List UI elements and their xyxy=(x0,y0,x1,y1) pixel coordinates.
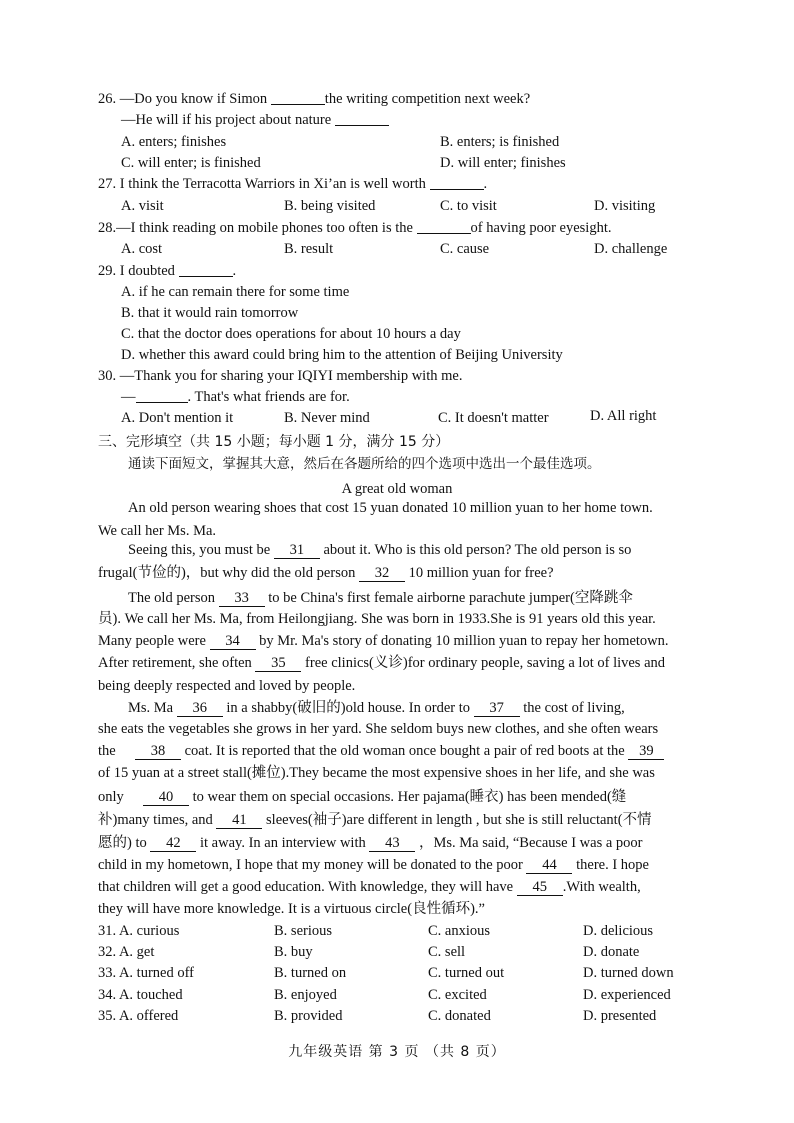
q29-stem-text: 29. I doubted xyxy=(98,263,175,279)
q28-answer-blank[interactable] xyxy=(417,219,471,234)
q30-option-d[interactable]: D. All right xyxy=(590,408,657,424)
p4-l3-b: coat. It is reported that the old woman once bought a pair of red boots at the xyxy=(184,743,625,759)
p3-l1-a: The old person xyxy=(128,590,215,606)
p2-l2-a: frugal(节俭的)，but why did the old person xyxy=(98,565,356,581)
p3-line5: being deeply respected and loved by people. xyxy=(98,678,356,694)
p4-line4: of 15 yuan at a street stall(摊位).They became the most expensive shoes in her life, and she was xyxy=(98,765,655,781)
q26-answer-blank[interactable] xyxy=(271,90,325,105)
blank-43[interactable]: 43 xyxy=(369,835,415,852)
q31-option-d[interactable]: D. delicious xyxy=(583,923,654,939)
q26-option-b[interactable]: B. enters; is finished xyxy=(440,134,560,150)
p4-line10: they will have more knowledge. It is a virtuous circle(良性循环).” xyxy=(98,901,485,917)
q27-option-d[interactable]: D. visiting xyxy=(594,198,656,214)
p1-line1: An old person wearing shoes that cost 15 yuan donated 10 million yuan to her home town. xyxy=(128,500,653,516)
p4-line1 xyxy=(128,699,625,717)
q30-line2 xyxy=(121,388,350,406)
p4-l5-a: only xyxy=(98,789,124,805)
q31-option-a[interactable]: 31. A. curious xyxy=(98,923,180,939)
q27-answer-blank[interactable] xyxy=(430,175,484,190)
q27-stem-tail: . xyxy=(483,176,488,192)
q27-option-a[interactable]: A. visit xyxy=(121,198,164,214)
q26-option-a[interactable]: A. enters; finishes xyxy=(121,134,227,150)
p2-l1-b: about it. Who is this old person? The old person is so xyxy=(323,542,632,558)
q28-option-d[interactable]: D. challenge xyxy=(594,241,668,257)
p3-l3-a: Many people were xyxy=(98,633,206,649)
blank-41[interactable]: 41 xyxy=(216,812,262,829)
q32-option-c[interactable]: C. sell xyxy=(428,944,466,960)
p4-line6 xyxy=(98,811,652,829)
q27-stem xyxy=(98,175,487,193)
blank-37[interactable]: 37 xyxy=(474,700,520,717)
p3-l3-b: by Mr. Ma's story of donating 10 million yuan to repay her hometown. xyxy=(259,633,669,649)
p2-l2-b: 10 million yuan for free? xyxy=(408,565,554,581)
q26-option-c[interactable]: C. will enter; is finished xyxy=(121,155,261,171)
q30-option-c[interactable]: C. It doesn't matter xyxy=(438,410,549,426)
blank-34[interactable]: 34 xyxy=(210,633,256,650)
p4-l8-a: child in my hometown, I hope that my money will be donated to the poor xyxy=(98,857,523,873)
q28-stem-text: 28.—I think reading on mobile phones too often is the xyxy=(98,220,413,236)
q35-option-a[interactable]: 35. A. offered xyxy=(98,1008,179,1024)
q33-option-b[interactable]: B. turned on xyxy=(274,965,347,981)
blank-32[interactable]: 32 xyxy=(359,565,405,582)
q30-stem: 30. —Thank you for sharing your IQIYI membership with me. xyxy=(98,368,463,384)
q27-option-b[interactable]: B. being visited xyxy=(284,198,376,214)
p4-line9 xyxy=(98,878,641,896)
q26-answer-blank-2[interactable] xyxy=(335,111,389,126)
blank-42[interactable]: 42 xyxy=(150,835,196,852)
q29-stem-tail: . xyxy=(232,263,237,279)
q33-option-c[interactable]: C. turned out xyxy=(428,965,505,981)
blank-31[interactable]: 31 xyxy=(274,542,320,559)
p3-l1-b: to be China's first female airborne parachute jumper(空降跳伞 xyxy=(268,590,633,606)
q28-option-a[interactable]: A. cost xyxy=(121,241,163,257)
q29-answer-blank[interactable] xyxy=(179,262,233,277)
q35-option-c[interactable]: C. donated xyxy=(428,1008,491,1024)
p4-l1-c: the cost of living, xyxy=(523,700,625,716)
page-footer: 九年级英语 第 3 页 （共 8 页） xyxy=(288,1044,506,1060)
q35-option-d[interactable]: D. presented xyxy=(583,1008,657,1024)
q34-option-c[interactable]: C. excited xyxy=(428,987,487,1003)
p4-line8 xyxy=(98,856,649,874)
q29-option-c[interactable]: C. that the doctor does operations for about 10 hours a day xyxy=(121,326,461,342)
q30-answer-blank[interactable] xyxy=(136,388,188,403)
q26-line2 xyxy=(121,111,389,129)
p4-l7-b: it away. In an interview with xyxy=(199,835,366,851)
p4-line7 xyxy=(98,834,642,852)
q27-stem-text: 27. I think the Terracotta Warriors in Xi’an is well worth xyxy=(98,176,426,192)
p4-l6-b: sleeves(袖子)are different in length , but she is still reluctant(不情 xyxy=(266,812,652,828)
section-heading: 三、完形填空（共 15 小题；每小题 1 分，满分 15 分） xyxy=(98,434,450,450)
q33-option-a[interactable]: 33. A. turned off xyxy=(98,965,194,981)
blank-40[interactable]: 40 xyxy=(143,789,189,806)
blank-36[interactable]: 36 xyxy=(177,700,223,717)
p4-l9-a: that children will get a good education. With knowledge, they will have xyxy=(98,879,514,895)
p4-l7-a: 愿的) to xyxy=(98,835,147,851)
p4-l3-a: the xyxy=(98,743,116,759)
q30-line2-tail: . That's what friends are for. xyxy=(187,389,350,405)
p3-line4 xyxy=(98,654,665,672)
p3-line2: 员). We call her Ms. Ma, from Heilongjiang. She was born in 1933.She is 91 years old this year. xyxy=(98,611,656,627)
q29-option-d[interactable]: D. whether this award could bring him to the attention of Beijing University xyxy=(121,347,563,363)
passage-title: A great old woman xyxy=(341,481,453,497)
p4-l1-a: Ms. Ma xyxy=(128,700,174,716)
p3-line3 xyxy=(98,632,669,650)
q34-option-d[interactable]: D. experienced xyxy=(583,987,671,1003)
q28-stem-tail: of having poor eyesight. xyxy=(470,220,612,236)
blank-33[interactable]: 33 xyxy=(219,590,265,607)
q27-option-c[interactable]: C. to visit xyxy=(440,198,497,214)
q35-option-b[interactable]: B. provided xyxy=(274,1008,343,1024)
p3-l4-a: After retirement, she often xyxy=(98,655,252,671)
q30-option-b[interactable]: B. Never mind xyxy=(284,410,370,426)
q29-option-a[interactable]: A. if he can remain there for some time xyxy=(121,284,350,300)
p4-line2: she eats the vegetables she grows in her yard. She seldom buys new clothes, and she often wears xyxy=(98,721,659,737)
q29-stem xyxy=(98,262,236,280)
p3-line1 xyxy=(128,589,633,607)
q26-line2-text: —He will if his project about nature xyxy=(121,112,332,128)
blank-39[interactable]: 39 xyxy=(628,743,664,760)
q34-option-a[interactable]: 34. A. touched xyxy=(98,987,183,1003)
q31-option-c[interactable]: C. anxious xyxy=(428,923,491,939)
q31-option-b[interactable]: B. serious xyxy=(274,923,332,939)
blank-38[interactable]: 38 xyxy=(135,743,181,760)
blank-35[interactable]: 35 xyxy=(255,655,301,672)
blank-44[interactable]: 44 xyxy=(526,857,572,874)
blank-45[interactable]: 45 xyxy=(517,879,563,896)
q34-option-b[interactable]: B. enjoyed xyxy=(274,987,337,1003)
p4-l8-b: there. I hope xyxy=(576,857,649,873)
p4-l5-b: to wear them on special occasions. Her pajama(睡衣) has been mended(缝 xyxy=(192,789,627,805)
q28-stem xyxy=(98,219,612,237)
p3-l4-b: free clinics(义诊)for ordinary people, saving a lot of lives and xyxy=(305,655,666,671)
p4-l7-c: ，Ms. Ma said, “Because I was a poor xyxy=(419,835,643,851)
q26-stem xyxy=(98,90,530,108)
q32-option-b[interactable]: B. buy xyxy=(274,944,313,960)
section-instruction: 通读下面短文，掌握其大意，然后在各题所给的四个选项中选出一个最佳选项。 xyxy=(128,456,601,472)
q29-option-b[interactable]: B. that it would rain tomorrow xyxy=(121,305,299,321)
q26-stem-text: 26. —Do you know if Simon xyxy=(98,91,268,107)
p4-line3 xyxy=(98,742,664,760)
p2-l1-a: Seeing this, you must be xyxy=(128,542,271,558)
q30-dash: — xyxy=(121,389,136,405)
q28-option-c[interactable]: C. cause xyxy=(440,241,490,257)
q26-option-d[interactable]: D. will enter; finishes xyxy=(440,155,566,171)
p4-l6-a: 补)many times, and xyxy=(98,812,213,828)
p4-line5 xyxy=(98,788,626,806)
q30-option-a[interactable]: A. Don't mention it xyxy=(121,410,234,426)
p2-line2 xyxy=(98,564,554,582)
q32-option-a[interactable]: 32. A. get xyxy=(98,944,155,960)
p4-l9-b: .With wealth, xyxy=(562,879,641,895)
p4-l1-b: in a shabby(破旧的)old house. In order to xyxy=(226,700,471,716)
q32-option-d[interactable]: D. donate xyxy=(583,944,640,960)
p1-line2: We call her Ms. Ma. xyxy=(98,523,217,539)
q33-option-d[interactable]: D. turned down xyxy=(583,965,674,981)
q28-option-b[interactable]: B. result xyxy=(284,241,334,257)
p2-line1 xyxy=(128,541,631,559)
q26-stem-tail: the writing competition next week? xyxy=(324,91,531,107)
